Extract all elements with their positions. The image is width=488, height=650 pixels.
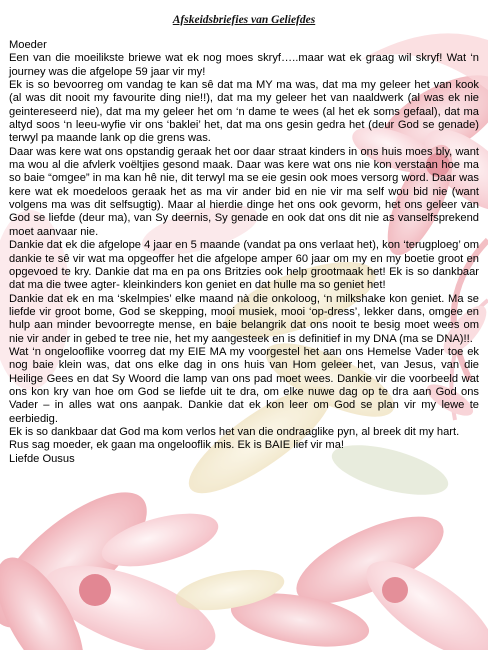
letter-body: [9, 39, 479, 466]
paragraph-2: Ek is so bevoorreg om vandag te kan sê dat ma MY ma was, dat ma my geleer het van kook (al was dit nooit my favourite ding nie!!), dat ma my geleer het van naaldwerk (al was ek nie geintereseerd nie), dat ma my geleer het om ‘n dame te wees (al het ek soms gefaal), dat ma altyd soos ‘n leeu-wyfie vir ons ‘baklei’ het, dat ma ons gesin gedra het (deur God se genade) terwyl pa maande lank op die grens was.: [9, 79, 479, 145]
bottom-right-flower: [173, 499, 488, 650]
salutation: Moeder: [9, 39, 47, 51]
paragraph-5: Dankie dat ek en ma ‘skelmpies’ elke maand nà die onkoloog, ‘n milkshake kon geniet. Ma se liefde vir groot bome, God se skepping, mooi musiek, mooi ‘op-dress’, lekker dans, omgee en hulp aan minder bevoorregte mense, en baie belangrik dat ons nooit te besig moet wees om nie vir ander in gebed te tree nie, het my aangesteek en is definitief in my DNA (ma se DNA)!!.: [9, 292, 479, 345]
paragraph-1: Een van die moeilikste briewe wat ek nog moes skryf…..maar wat ek graag wil skryf! Wat ‘n journey was die afgelope 59 jaar vir my!: [9, 52, 479, 78]
paragraph-6: Wat ‘n ongelooflike voorreg dat my EIE MA my voorgestel het aan ons Hemelse Vader toe ek nog baie klein was, dat ons elke dag in ons huis van Hom geleer het, van Jesus, van die Heilige Gees en dat Sy Woord die lamp van ons pad moet wees. Dankie vir die voorbeeld wat ons kon kry van hoe om God se liefde uit te dra, om elke nuwe dag op te dra aan God ons Vader – in alles wat ons aanpak. Dankie dat ek kon leer om God se plan vir my lewe te eerbiedig.: [9, 345, 479, 425]
paragraph-7: Ek is so dankbaar dat God ma kom verlos het van die ondraaglike pyn, al breek dit my hart.: [9, 425, 460, 438]
letter-content: [9, 0, 479, 466]
paragraph-4: Dankie dat ek die afgelope 4 jaar en 5 maande (vandat pa ons verlaat het), kon ‘terugploeg’ om dankie te sê vir wat ma opgeoffer het die afgelope amper 60 jaar om my en my boetie groot en opgevoed te kry. Dankie dat ma en pa ons Britzies ook help grootmaak het! Ek is so dankbaar dat ma die twee agter- kleinkinders kon geniet en dat hulle ma so geniet het!: [9, 239, 479, 292]
paragraph-3: Daar was kere wat ons opstandig geraak het oor daar straat kinders in ons huis moes bly, want ma wou al die afvlerk voëltjies gesond maak. Daar was kere wat ons nie kon verstaan hoe ma so baie “omgee” in ma kan hê nie, dit terwyl ma se eie gesin ook moes versorg word. Daar was kere wat ek moedeloos geraak het as ma vir ander bid en nie vir ma self wou bid nie (want volgens ma was dit selfsugtig). Maar al hierdie dinge het ons ook gevorm, het ons geleer van God se liefde (deur ma), van Sy deernis, Sy genade en ook dat ons dit nie as vanselfsprekend moet aanvaar nie.: [9, 145, 479, 238]
signature: Liefde Ousus: [9, 452, 75, 465]
paragraph-8: Rus sag moeder, ek gaan ma ongelooflik mis. Ek is BAIE lief vir ma!: [9, 439, 344, 452]
document-title: Afskeidsbriefies van Geliefdes: [172, 14, 316, 26]
bottom-left-flower: [0, 470, 226, 650]
